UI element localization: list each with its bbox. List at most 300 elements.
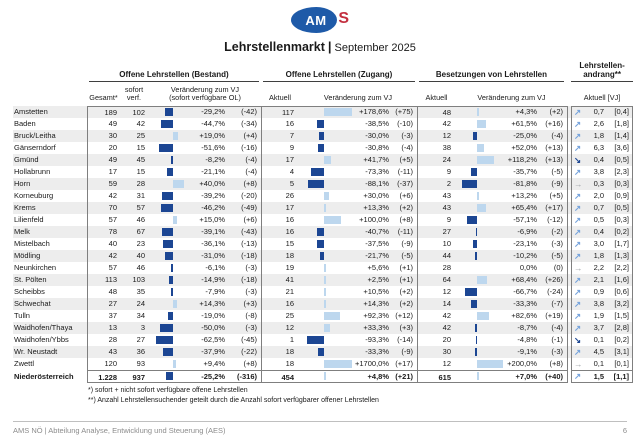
cell-change [298, 154, 418, 166]
table-row [13, 358, 633, 370]
trend-up-icon: ↗ [574, 202, 582, 213]
change-absolute-value: (-24) [547, 286, 563, 296]
footnotes [88, 386, 640, 406]
change-percent-value: -35,7% [513, 166, 537, 176]
change-percent-value: -36,1% [201, 238, 225, 248]
negative-bar-zone [455, 274, 477, 286]
cell-change [148, 166, 262, 178]
group-header-bestand: Offene Lehrstellen (Bestand) [89, 71, 259, 83]
table-row [13, 118, 633, 130]
row-label: Mödling [14, 250, 41, 260]
change-absolute-value: (-3) [401, 130, 413, 140]
negative-bar-zone [148, 298, 173, 310]
cell-change [298, 250, 418, 262]
change-percent-value: +14,3% [363, 298, 389, 308]
cell-gesamt: 28 [87, 334, 120, 346]
cell-sofort-verf: 42 [136, 118, 145, 128]
positive-bar-zone [477, 334, 504, 346]
data-bar-positive [477, 120, 486, 128]
negative-bar-zone [148, 214, 173, 226]
change-percent-value: +40,0% [199, 178, 225, 188]
andrang-vorjahr-value: [3,1] [614, 346, 629, 356]
change-absolute-value: (-13) [241, 238, 257, 248]
data-bar-positive [477, 108, 479, 116]
data-bar-positive [324, 372, 326, 380]
andrang-value: 0,5 [593, 214, 604, 224]
change-absolute-value: (-20) [241, 190, 257, 200]
change-absolute-value: (-1) [551, 334, 563, 344]
cell-gesamt: 17 [87, 166, 120, 178]
negative-bar-zone [298, 358, 324, 370]
positive-bar-zone [173, 298, 187, 310]
positive-bar-zone [477, 346, 504, 358]
andrang-value: 6,3 [593, 142, 604, 152]
cell-change [298, 346, 418, 358]
cell-sofort-verf: 102 [120, 106, 148, 118]
negative-bar-zone [298, 298, 324, 310]
change-percent-value: -25,0% [513, 130, 537, 140]
cell-zugang-aktuell: 16 [285, 214, 294, 224]
cell-change [298, 130, 418, 142]
negative-bar-zone [148, 190, 173, 202]
change-percent-value: +118,2% [507, 154, 537, 164]
andrang-value: 0,9 [593, 286, 604, 296]
cell-change [148, 178, 262, 190]
andrang-vorjahr-value: [1,1] [613, 371, 629, 381]
cell-besetzungen-aktuell: 43 [442, 202, 451, 212]
trend-up-icon: ↗ [574, 286, 582, 297]
table-row [13, 310, 633, 322]
negative-bar-zone [298, 202, 324, 214]
data-bar-positive [173, 360, 176, 368]
negative-bar-zone [298, 107, 324, 118]
cell-besetzungen-aktuell: 10 [442, 238, 451, 248]
change-absolute-value: (-4) [245, 166, 257, 176]
footnote-1: *) sofort + nicht sofort verfügbare offene Lehrstellen [88, 386, 248, 394]
cell-change [148, 346, 262, 358]
positive-bar-zone [477, 298, 504, 310]
andrang-vorjahr-value: [0,4] [614, 107, 629, 117]
positive-bar-zone [173, 130, 187, 142]
negative-bar-zone [148, 250, 173, 262]
positive-bar-zone [173, 371, 187, 382]
cell-besetzungen-aktuell: 44 [442, 250, 451, 260]
change-absolute-value: (-4) [551, 322, 563, 332]
cell-change [455, 130, 568, 142]
cell-change [148, 298, 262, 310]
row-label: Melk [14, 226, 30, 236]
trend-up-icon: ↗ [574, 166, 582, 177]
row-label: Bruck/Leitha [14, 130, 56, 140]
andrang-value: 0,1 [593, 334, 604, 344]
andrang-vorjahr-value: [2,2] [614, 262, 629, 272]
table-row [13, 202, 633, 214]
andrang-value: 0,7 [593, 202, 604, 212]
table-row [13, 298, 633, 310]
cell-change [298, 142, 418, 154]
table-row [13, 130, 633, 142]
column-header-sofort-line1: sofort [124, 85, 144, 94]
trend-up-icon: ↗ [574, 118, 582, 129]
positive-bar-zone [173, 286, 187, 298]
cell-sofort-verf: 23 [136, 238, 145, 248]
positive-bar-zone [324, 118, 353, 130]
table-row [13, 106, 633, 118]
cell-besetzungen-aktuell: 2 [446, 178, 451, 188]
andrang-vorjahr-value: [1,3] [614, 250, 629, 260]
andrang-vorjahr-value: [3,2] [614, 298, 629, 308]
data-bar-positive [324, 192, 329, 200]
data-bar-positive [477, 360, 503, 368]
cell-sofort-verf: 34 [136, 310, 145, 320]
positive-bar-zone [173, 334, 187, 346]
positive-bar-zone [324, 214, 353, 226]
cell-zugang-aktuell: 21 [285, 286, 294, 296]
cell-change [298, 118, 418, 130]
negative-bar-zone [298, 250, 324, 262]
change-absolute-value: (+12) [395, 310, 413, 320]
andrang-vorjahr-value: [0,2] [614, 226, 629, 236]
cell-change [455, 274, 568, 286]
negative-bar-zone [298, 310, 324, 322]
cell-besetzungen-aktuell: 24 [442, 154, 451, 164]
change-absolute-value: (-18) [241, 274, 257, 284]
change-percent-value: +5,6% [367, 262, 389, 272]
row-label: Schwechat [14, 298, 51, 308]
data-bar-positive [477, 192, 479, 200]
cell-change [455, 202, 568, 214]
group-header-zugang: Offene Lehrstellen (Zugang) [263, 71, 415, 83]
cell-change [455, 250, 568, 262]
cell-sofort-verf: 103 [132, 274, 145, 284]
cell-andrang [571, 274, 633, 286]
change-percent-value: -8,2% [205, 154, 225, 164]
cell-gesamt: 49 [87, 118, 120, 130]
footer-department: AMS NÖ | Abteilung Analyse, Entwicklung und Steuerung (AES) [13, 426, 226, 435]
change-percent-value: -88,1% [365, 178, 389, 188]
ams-logo-am-text: AM [305, 12, 327, 28]
change-absolute-value: (-9) [551, 178, 563, 188]
table-row [13, 166, 633, 178]
negative-bar-zone [148, 334, 173, 346]
row-label: Niederösterreich [14, 371, 74, 381]
negative-bar-zone [298, 286, 324, 298]
trend-up-icon: ↗ [574, 298, 582, 309]
data-bar-negative [166, 372, 173, 380]
cell-andrang [571, 142, 633, 154]
positive-bar-zone [324, 358, 353, 370]
row-label: Wr. Neustadt [14, 346, 58, 356]
cell-besetzungen-aktuell: 615 [418, 370, 455, 383]
ams-logo [291, 7, 349, 34]
negative-bar-zone [455, 226, 477, 238]
change-absolute-value: (-8) [245, 310, 257, 320]
cell-change [455, 310, 568, 322]
cell-change [148, 370, 262, 383]
cell-change [148, 274, 262, 286]
column-header-sofort-line2: verf. [126, 93, 142, 103]
change-absolute-value: (-18) [241, 250, 257, 260]
change-percent-value: +68,4% [511, 274, 537, 284]
andrang-vorjahr-value: [0,3] [614, 178, 629, 188]
cell-change [298, 190, 418, 202]
cell-change [455, 298, 568, 310]
change-percent-value: -21,7% [365, 250, 389, 260]
negative-bar-zone [148, 154, 173, 166]
cell-change [455, 190, 568, 202]
change-percent-value: -40,7% [365, 226, 389, 236]
row-label: Korneuburg [14, 190, 54, 200]
positive-bar-zone [173, 274, 187, 286]
cell-zugang-aktuell: 15 [285, 238, 294, 248]
change-absolute-value: (-5) [551, 250, 563, 260]
page-title-main: Lehrstellenmarkt [224, 40, 325, 54]
column-header-row [13, 82, 633, 106]
cell-change [148, 286, 262, 298]
trend-up-icon: ↗ [574, 370, 582, 381]
table-row [13, 322, 633, 334]
row-label: Krems [14, 202, 36, 212]
change-percent-value: +100,0% [359, 214, 389, 224]
column-header-bestand-change [148, 86, 262, 103]
trend-up-icon: ↗ [574, 142, 582, 153]
cell-change [455, 178, 568, 190]
change-absolute-value: (+19) [545, 310, 563, 320]
positive-bar-zone [173, 358, 187, 370]
negative-bar-zone [148, 142, 173, 154]
cell-andrang [571, 322, 633, 334]
negative-bar-zone [148, 238, 173, 250]
negative-bar-zone [298, 178, 324, 190]
cell-sofort-verf: 937 [120, 370, 148, 383]
cell-besetzungen-aktuell: 43 [442, 190, 451, 200]
cell-sofort-verf: 31 [136, 190, 145, 200]
negative-bar-zone [148, 346, 173, 358]
row-label: Waidhofen/Ybbs [14, 334, 69, 344]
row-label: Scheibbs [14, 286, 45, 296]
negative-bar-zone [298, 214, 324, 226]
table-row [13, 334, 633, 346]
trend-right-icon: → [574, 178, 583, 189]
data-bar-positive [324, 360, 352, 368]
change-absolute-value: (+13) [545, 154, 563, 164]
negative-bar-zone [148, 262, 173, 274]
cell-zugang-aktuell: 25 [285, 310, 294, 320]
positive-bar-zone [324, 202, 353, 214]
cell-gesamt: 49 [87, 154, 120, 166]
data-bar-positive [324, 288, 326, 296]
cell-gesamt: 42 [87, 250, 120, 262]
change-absolute-value: (-4) [401, 142, 413, 152]
positive-bar-zone [324, 310, 353, 322]
data-bar-positive [324, 276, 326, 284]
andrang-vorjahr-value: [1,4] [614, 130, 629, 140]
table-row [13, 178, 633, 190]
negative-bar-zone [298, 226, 324, 238]
group-header-andrang-line1: Lehrstellen- [579, 61, 625, 70]
cell-zugang-aktuell: 1 [289, 334, 294, 344]
cell-change [298, 202, 418, 214]
positive-bar-zone [173, 190, 187, 202]
change-percent-value: -66,7% [513, 286, 537, 296]
change-absolute-value: (+5) [549, 190, 563, 200]
change-absolute-value: (-4) [551, 130, 563, 140]
andrang-vorjahr-value: [1,5] [614, 310, 629, 320]
table-row [13, 238, 633, 250]
column-header-sofort [120, 86, 148, 103]
cell-change [298, 370, 418, 383]
table-row [13, 286, 633, 298]
change-percent-value: -93,3% [365, 334, 389, 344]
data-bar-negative [165, 252, 173, 260]
cell-change [148, 214, 262, 226]
positive-bar-zone [477, 178, 504, 190]
cell-change [148, 106, 262, 118]
ams-logo-s-text: S [338, 10, 349, 27]
negative-bar-zone [455, 130, 477, 142]
cell-besetzungen-aktuell: 27 [442, 226, 451, 236]
cell-besetzungen-aktuell: 12 [442, 130, 451, 140]
change-absolute-value: (+3) [399, 322, 413, 332]
change-percent-value: -62,5% [201, 334, 225, 344]
positive-bar-zone [173, 250, 187, 262]
data-bar-negative [317, 240, 324, 248]
cell-gesamt: 40 [87, 238, 120, 250]
andrang-vorjahr-value: [3,6] [614, 142, 629, 152]
cell-zugang-aktuell: 17 [285, 154, 294, 164]
row-label: Gänserndorf [14, 142, 56, 152]
change-absolute-value: (-37) [397, 178, 413, 188]
cell-change [455, 118, 568, 130]
cell-gesamt: 43 [87, 346, 120, 358]
cell-andrang [571, 226, 633, 238]
cell-besetzungen-aktuell: 9 [446, 214, 451, 224]
andrang-vorjahr-value: [1,6] [614, 274, 629, 284]
positive-bar-zone [173, 118, 187, 130]
negative-bar-zone [298, 334, 324, 346]
data-bar-negative [162, 228, 173, 236]
change-absolute-value: (+6) [399, 190, 413, 200]
negative-bar-zone [148, 178, 173, 190]
data-bar-positive [324, 216, 341, 224]
data-bar-positive [477, 372, 479, 380]
column-header-bes-change: Veränderung zum VJ [477, 93, 546, 103]
change-absolute-value: (+17) [545, 202, 563, 212]
column-header-gesamt: Gesamt* [89, 93, 118, 103]
data-bar-negative [162, 192, 173, 200]
positive-bar-zone [324, 166, 353, 178]
change-absolute-value: (+13) [545, 142, 563, 152]
change-absolute-value: (+2) [549, 107, 563, 117]
ams-logo-ellipse [291, 7, 337, 33]
andrang-value: 1,8 [593, 130, 604, 140]
negative-bar-zone [298, 130, 324, 142]
cell-gesamt: 20 [87, 142, 120, 154]
data-bar-negative [308, 180, 324, 188]
andrang-value: 3,8 [593, 166, 604, 176]
table-row [13, 214, 633, 226]
trend-up-icon: ↗ [574, 274, 582, 285]
change-percent-value: -57,1% [513, 214, 537, 224]
data-bar-positive [477, 204, 486, 212]
trend-up-icon: ↗ [574, 226, 582, 237]
negative-bar-zone [148, 166, 173, 178]
data-bar-positive [477, 312, 489, 320]
positive-bar-zone [324, 371, 353, 382]
cell-zugang-aktuell: 117 [262, 106, 298, 118]
page-footer [13, 421, 627, 435]
change-absolute-value: (-14) [397, 334, 413, 344]
cell-change [298, 238, 418, 250]
change-percent-value: -31,0% [201, 250, 225, 260]
cell-change [148, 226, 262, 238]
andrang-value: 4,5 [593, 346, 604, 356]
data-bar-positive [324, 312, 340, 320]
data-bar-positive [324, 264, 326, 272]
data-bar-positive [477, 276, 487, 284]
cell-change [148, 142, 262, 154]
positive-bar-zone [324, 250, 353, 262]
cell-sofort-verf: 15 [136, 142, 145, 152]
negative-bar-zone [148, 286, 173, 298]
positive-bar-zone [477, 274, 504, 286]
change-percent-value: -29,2% [201, 107, 225, 117]
cell-sofort-verf: 27 [136, 334, 145, 344]
cell-gesamt: 57 [87, 262, 120, 274]
cell-change [455, 142, 568, 154]
cell-gesamt: 57 [87, 214, 120, 226]
row-label: Horn [14, 178, 31, 188]
data-bar-negative [311, 168, 324, 176]
change-absolute-value: (+5) [399, 154, 413, 164]
data-bar-negative [159, 144, 173, 152]
row-label: Mistelbach [14, 238, 50, 248]
cell-gesamt: 113 [87, 274, 120, 286]
cell-sofort-verf: 57 [136, 202, 145, 212]
negative-bar-zone [455, 238, 477, 250]
positive-bar-zone [324, 226, 353, 238]
change-percent-value: +200,0% [507, 358, 537, 368]
group-header-andrang-line2: andrang** [583, 69, 621, 79]
cell-change [455, 334, 568, 346]
cell-zugang-aktuell: 18 [285, 358, 294, 368]
cell-sofort-verf: 93 [136, 358, 145, 368]
negative-bar-zone [148, 310, 173, 322]
cell-change [148, 190, 262, 202]
cell-change [455, 370, 568, 383]
negative-bar-zone [148, 107, 173, 118]
positive-bar-zone [324, 286, 353, 298]
positive-bar-zone [477, 322, 504, 334]
change-percent-value: +30,0% [363, 190, 389, 200]
change-absolute-value: (-49) [241, 202, 257, 212]
cell-sofort-verf: 25 [136, 130, 145, 140]
positive-bar-zone [477, 130, 504, 142]
change-percent-value: -33,3% [513, 298, 537, 308]
cell-andrang [571, 310, 633, 322]
positive-bar-zone [324, 322, 353, 334]
cell-besetzungen-aktuell: 64 [442, 274, 451, 284]
cell-change [298, 274, 418, 286]
cell-andrang [571, 250, 633, 262]
cell-change [298, 310, 418, 322]
table-row [13, 190, 633, 202]
cell-change [298, 358, 418, 370]
cell-change [455, 106, 568, 118]
cell-andrang [571, 118, 633, 130]
positive-bar-zone [324, 154, 353, 166]
cell-besetzungen-aktuell: 48 [418, 106, 455, 118]
